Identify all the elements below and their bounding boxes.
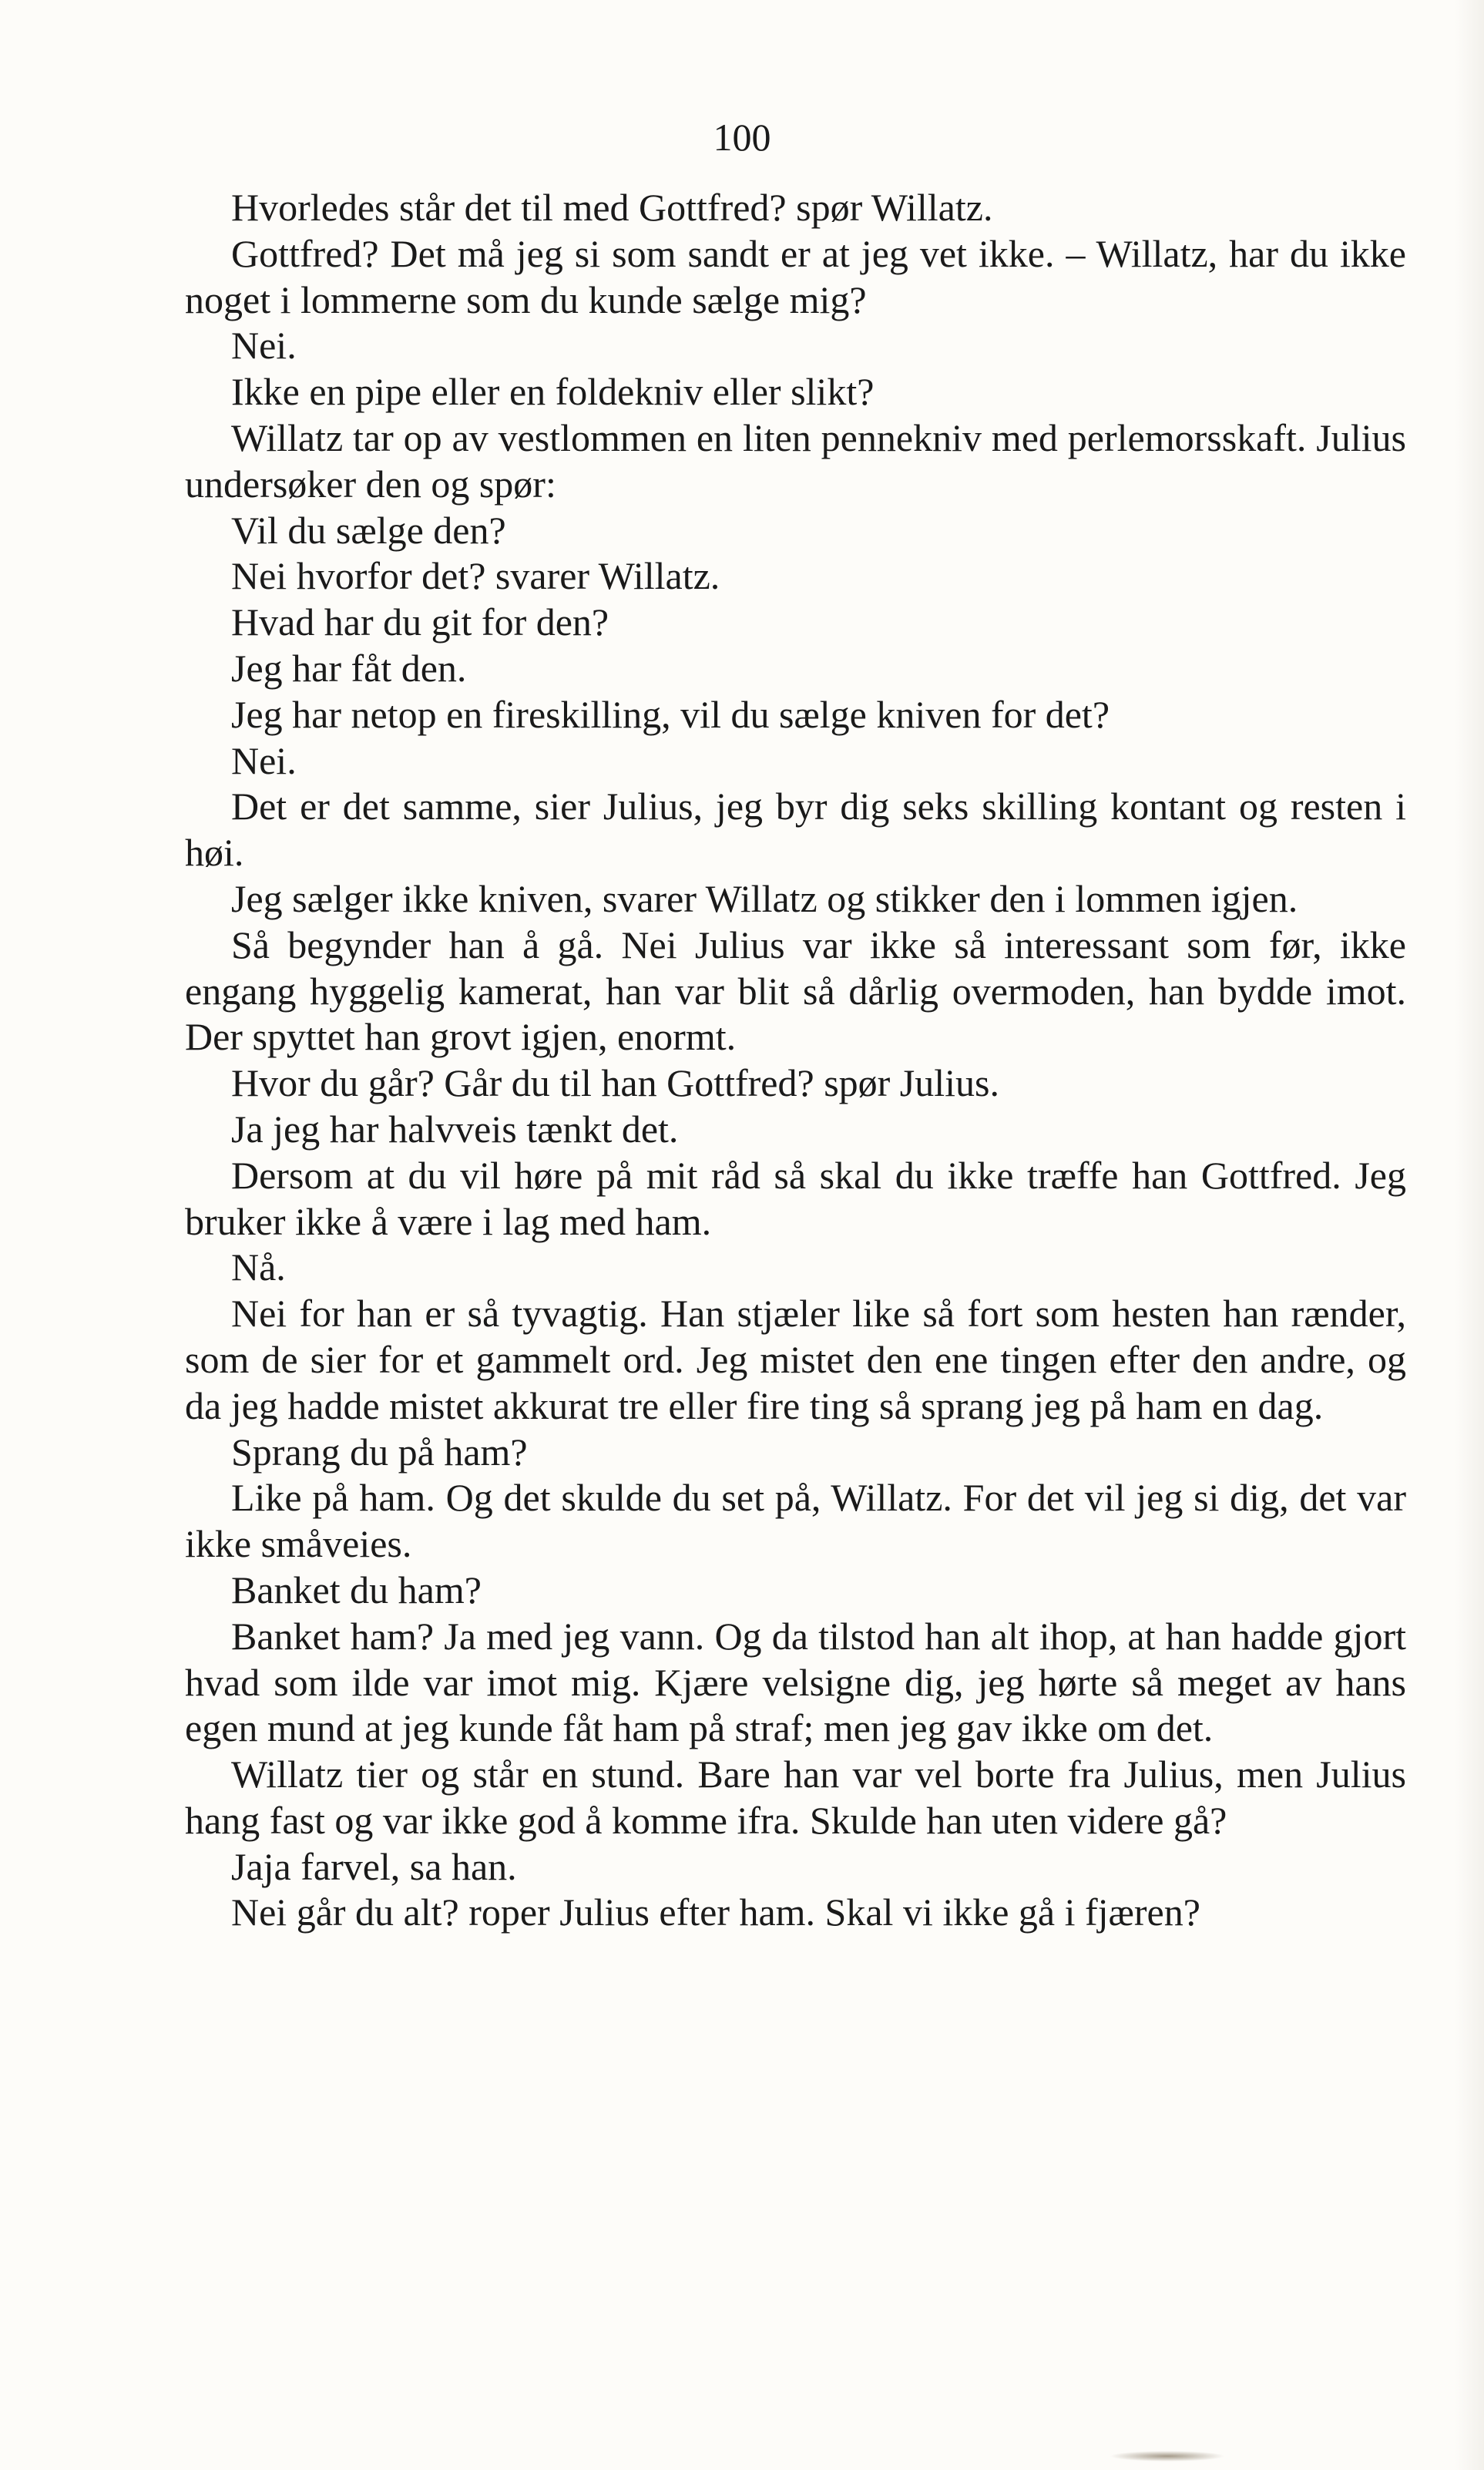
paragraph: Ja jeg har halvveis tænkt det. <box>231 1107 679 1151</box>
paragraph: Willatz tier og står en stund. Bare han var vel borte fra Julius, men Julius hang fast og var ikke god å komme ifra. Skulde han uten videre gå? <box>185 1753 1406 1842</box>
paragraph: Nei hvorfor det? svarer Willatz. <box>231 554 720 598</box>
paragraph: Sprang du på ham? <box>231 1430 528 1474</box>
page-edge <box>1455 0 1484 2470</box>
paragraph: Like på ham. Og det skulde du set på, Willatz. For det vil jeg si dig, det var ikke småveies. <box>185 1476 1406 1566</box>
paragraph: Nå. <box>231 1245 286 1289</box>
page-number: 100 <box>713 116 771 159</box>
paragraph: Nei går du alt? roper Julius efter ham. Skal vi ikke gå i fjæren? <box>231 1890 1200 1934</box>
body-text <box>185 185 1406 1936</box>
paper-stain <box>1110 2451 1225 2462</box>
paragraph: Jaja farvel, sa han. <box>231 1844 517 1888</box>
paragraph: Nei. <box>231 324 297 368</box>
paragraph: Banket ham? Ja med jeg vann. Og da tilstod han alt ihop, at han hadde gjort hvad som ilde var imot mig. Kjære velsigne dig, jeg hørte så meget av hans egen mund at jeg kunde fåt ham på straf; men jeg gav ikke om det. <box>185 1614 1406 1750</box>
paragraph: Hvor du går? Går du til han Gottfred? spør Julius. <box>231 1061 999 1105</box>
paragraph: Gottfred? Det må jeg si som sandt er at jeg vet ikke. – Willatz, har du ikke noget i lommerne som du kunde sælge mig? <box>185 231 1406 321</box>
paragraph: Hvorledes står det til med Gottfred? spør Willatz. <box>231 186 993 229</box>
paragraph: Dersom at du vil høre på mit råd så skal du ikke træffe han Gottfred. Jeg bruker ikke å være i lag med ham. <box>185 1153 1406 1243</box>
paragraph: Så begynder han å gå. Nei Julius var ikke så interessant som før, ikke engang hyggelig kamerat, han var blit så dårlig overmoden, han bydde imot. Der spyttet han grovt igjen, enormt. <box>185 922 1406 1059</box>
paragraph: Hvad har du git for den? <box>231 600 609 644</box>
paragraph: Nei for han er så tyvagtig. Han stjæler like så fort som hesten han rænder, som de sier for et gammelt ord. Jeg mistet den ene tingen efter den andre, og da jeg hadde mistet akkurat tre eller fire ting så sprang jeg på ham en dag. <box>185 1292 1406 1427</box>
paragraph: Banket du ham? <box>231 1568 482 1611</box>
paragraph: Nei. <box>231 738 297 782</box>
paragraph: Jeg har netop en fireskilling, vil du sælge kniven for det? <box>231 692 1110 736</box>
paragraph: Jeg sælger ikke kniven, svarer Willatz og stikker den i lommen igjen. <box>231 876 1298 920</box>
paragraph: Vil du sælge den? <box>231 508 506 552</box>
paragraph: Det er det samme, sier Julius, jeg byr dig seks skilling kontant og resten i høi. <box>185 785 1406 875</box>
paragraph: Willatz tar op av vestlommen en liten pennekniv med perlemorsskaft. Julius undersøker den og spør: <box>185 415 1406 506</box>
paragraph: Jeg har fåt den. <box>231 646 467 690</box>
paragraph: Ikke en pipe eller en foldekniv eller slikt? <box>231 370 875 414</box>
